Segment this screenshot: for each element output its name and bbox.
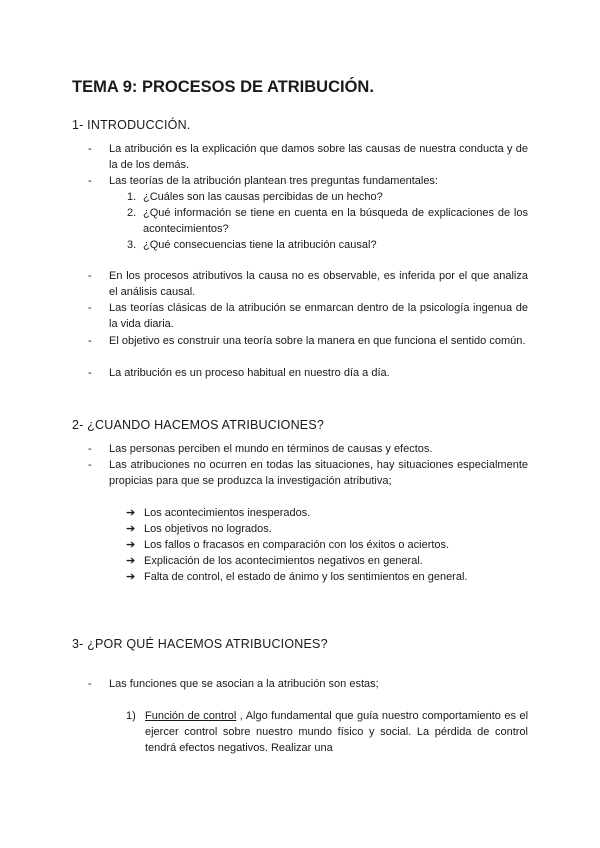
list-item-text: Las personas perciben el mundo en términos de causas y efectos. xyxy=(109,443,433,455)
list-item xyxy=(88,173,528,189)
list-item-text: Las funciones que se asocian a la atribución son estas; xyxy=(109,678,379,690)
list-item-text: El objetivo es construir una teoría sobre la manera en que funciona el sentido común. xyxy=(109,335,526,347)
numbered-item xyxy=(111,189,528,205)
arrow-item-text: Los objetivos no logrados. xyxy=(144,523,272,535)
numbered-item-text: ¿Qué información se tiene en cuenta en la búsqueda de explicaciones de los acontecimientos? xyxy=(143,207,528,235)
arrow-icon: ➔ xyxy=(126,507,136,519)
arrow-item-text: Falta de control, el estado de ánimo y los sentimientos en general. xyxy=(144,571,468,583)
arrow-item-text: Los acontecimientos inesperados. xyxy=(144,507,311,519)
arrow-icon: ➔ xyxy=(126,539,136,551)
function-item xyxy=(126,708,528,756)
numbered-item xyxy=(111,205,528,237)
function-item-text xyxy=(145,708,528,756)
arrow-item-text: Los fallos o fracasos en comparación con los éxitos o aciertos. xyxy=(144,539,450,551)
dash-bullet: - xyxy=(88,367,92,379)
section-2-heading: 2- ¿CUANDO HACEMOS ATRIBUCIONES? xyxy=(72,418,325,432)
list-item-text: Las teorías clásicas de la atribución se enmarcan dentro de la psicología ingenua de la vida diaria. xyxy=(109,302,528,330)
list-item-text: La atribución es un proceso habitual en nuestro día a día. xyxy=(109,367,390,379)
arrow-icon: ➔ xyxy=(126,523,136,535)
list-item xyxy=(88,365,528,381)
numbered-item-text: ¿Cuáles son las causas percibidas de un hecho? xyxy=(143,191,383,203)
dash-bullet: - xyxy=(88,270,92,282)
list-item xyxy=(88,441,528,457)
item-number: 1) xyxy=(126,710,136,722)
arrow-item xyxy=(126,521,272,537)
list-item xyxy=(88,457,528,489)
function-label: Función de control xyxy=(145,710,237,722)
list-item xyxy=(88,141,528,173)
arrow-item xyxy=(126,553,423,569)
arrow-item-text: Explicación de los acontecimientos negativos en general. xyxy=(144,555,423,567)
dash-bullet: - xyxy=(88,302,92,314)
arrow-icon: ➔ xyxy=(126,555,136,567)
section-1-heading: 1- INTRODUCCIÓN. xyxy=(72,118,191,132)
arrow-item xyxy=(126,569,467,585)
numbered-item-text: ¿Qué consecuencias tiene la atribución causal? xyxy=(143,239,377,251)
list-item-text: Las atribuciones no ocurren en todas las situaciones, hay situaciones especialmente propicias para que se produzca la investigación atributiva; xyxy=(109,459,528,487)
list-item-text: En los procesos atributivos la causa no es observable, es inferida por el que analiza el análisis causal. xyxy=(109,270,528,298)
arrow-icon: ➔ xyxy=(126,571,136,583)
function-description: , Algo fundamental que guía nuestro comportamiento es el ejercer control sobre nuestro mundo físico y social. La pérdida de control tendrá efectos negativos. Realizar una xyxy=(145,710,529,754)
list-item xyxy=(88,268,528,300)
list-item xyxy=(88,300,528,332)
dash-bullet: - xyxy=(88,678,92,690)
list-item xyxy=(88,333,528,349)
dash-bullet: - xyxy=(88,443,92,455)
arrow-item xyxy=(126,537,449,553)
item-number: 1. xyxy=(127,191,137,203)
list-item-text: Las teorías de la atribución plantean tres preguntas fundamentales: xyxy=(109,175,438,187)
arrow-item xyxy=(126,505,310,521)
item-number: 3. xyxy=(127,239,137,251)
list-item xyxy=(88,676,528,692)
dash-bullet: - xyxy=(88,175,92,187)
dash-bullet: - xyxy=(88,459,92,471)
dash-bullet: - xyxy=(88,335,92,347)
section-3-heading: 3- ¿POR QUÉ HACEMOS ATRIBUCIONES? xyxy=(72,637,328,651)
item-number: 2. xyxy=(127,207,137,219)
document-title: TEMA 9: PROCESOS DE ATRIBUCIÓN. xyxy=(72,78,374,96)
dash-bullet: - xyxy=(88,143,92,155)
numbered-item xyxy=(111,237,528,253)
list-item-text: La atribución es la explicación que damos sobre las causas de nuestra conducta y de la de los demás. xyxy=(109,143,528,171)
